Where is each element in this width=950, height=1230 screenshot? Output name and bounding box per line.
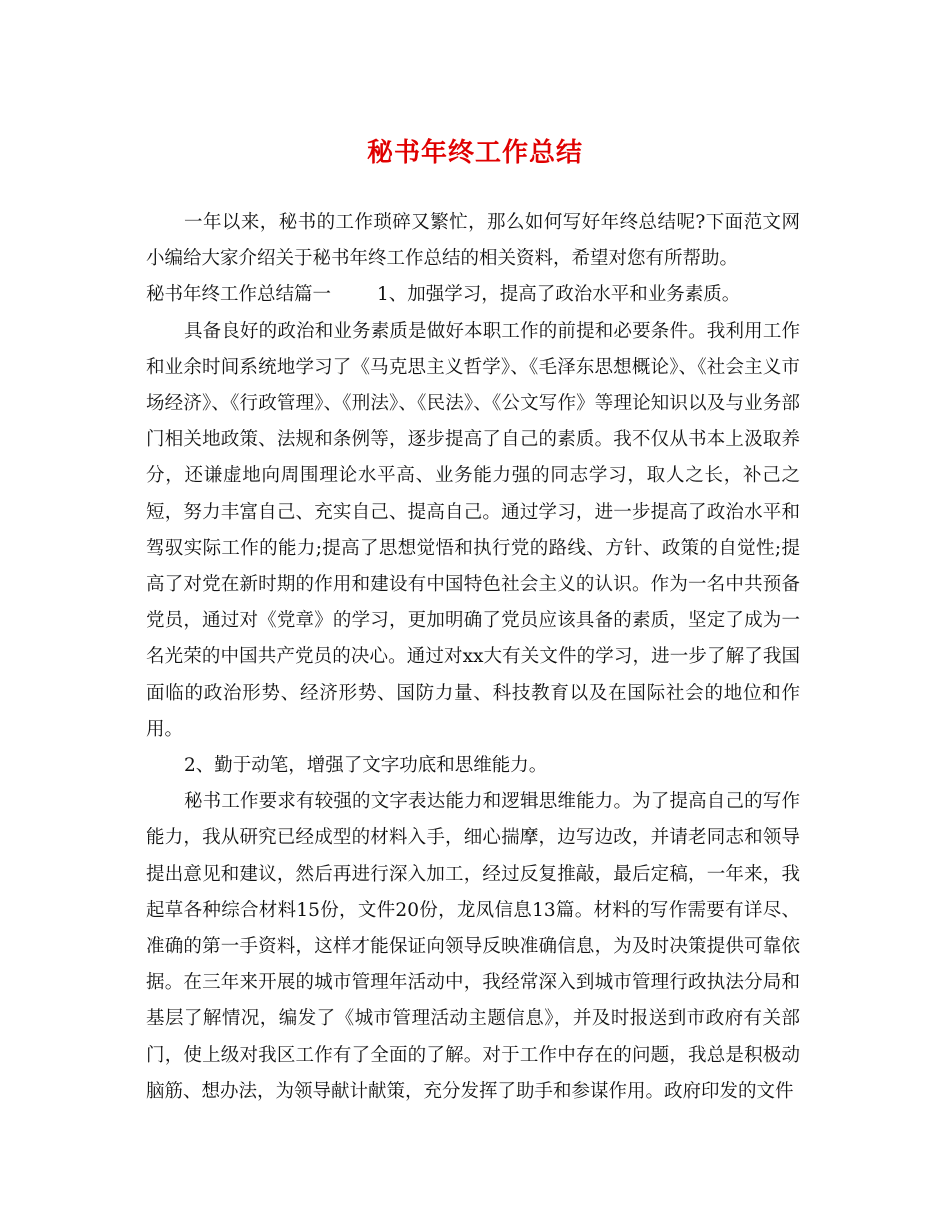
intro-paragraph: 一年以来，秘书的工作琐碎又繁忙，那么如何写好年终总结呢?下面范文网小编给大家介绍关于秘书年终工作总结的相关资料，希望对您有所帮助。 bbox=[146, 212, 800, 270]
point2-body-paragraph: 秘书工作要求有较强的文字表达能力和逻辑思维能力。为了提高自己的写作能力，我从研究已经成型的材料入手，细心揣摩，边写边改，并请老同志和领导提出意见和建议，然后再进行深入加工，经过反复推敲，最后定稿，一年来，我起草各种综合材料15份，文件20份，龙凤信息13篇。材料的写作需要有详尽、准确的第一手资料，这样才能保证向领导反映准确信息，为及时决策提供可靠依据。在三年来开展的城市管理年活动中，我经常深入到城市管理行政执法分局和基层了解情况，编发了《城市管理活动主题信息》，并及时报送到市政府有关部门，使上级对我区工作有了全面的了解。对于工作中存在的问题，我总是积极动脑筋、想办法，为领导献计献策，充分发挥了助手和参谋作用。政府印发的文件 bbox=[146, 791, 800, 1102]
section-label: 秘书年终工作总结篇一 bbox=[146, 284, 332, 306]
document-body bbox=[146, 205, 800, 1110]
section-heading-line bbox=[146, 277, 800, 313]
point2-heading: 2、勤于动笔，增强了文字功底和思维能力。 bbox=[184, 755, 548, 777]
point1-body-paragraph: 具备良好的政治和业务素质是做好本职工作的前提和必要条件。我利用工作和业余时间系统地学习了《马克思主义哲学》、《毛泽东思想概论》、《社会主义市场经济》、《行政管理》、《刑法》、《民法》、《公文写作》等理论知识以及与业务部门相关地政策、法规和条例等，逐步提高了自己的素质。我不仅从书本上汲取养分，还谦虚地向周围理论水平高、业务能力强的同志学习，取人之长，补己之短，努力丰富自己、充实自己、提高自己。通过学习，进一步提高了政治水平和驾驭实际工作的能力;提高了思想觉悟和执行党的路线、方针、政策的自觉性;提高了对党在新时期的作用和建设有中国特色社会主义的认识。作为一名中共预备党员，通过对《党章》的学习，更加明确了党员应该具备的素质，坚定了成为一名光荣的中国共产党员的决心。通过对xx大有关文件的学习，进一步了解了我国面临的政治形势、经济形势、国防力量、科技教育以及在国际社会的地位和作用。 bbox=[146, 320, 800, 740]
document-title: 秘书年终工作总结 bbox=[366, 138, 583, 168]
point1-heading: 1、加强学习，提高了政治水平和业务素质。 bbox=[377, 284, 741, 306]
